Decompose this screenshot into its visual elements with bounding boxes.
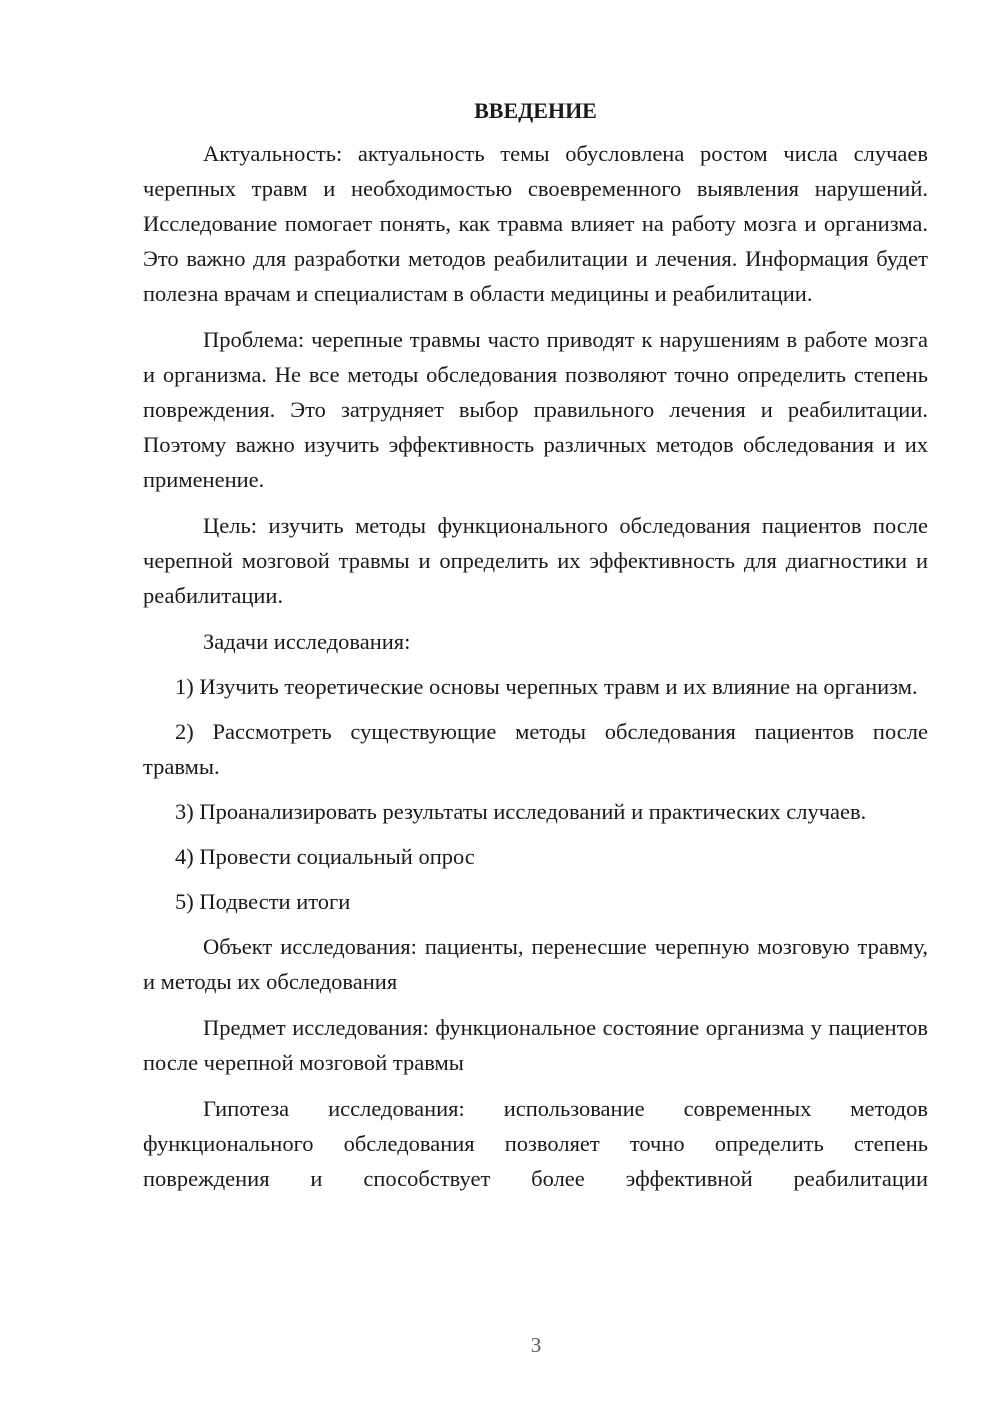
page-content <box>143 96 928 1207</box>
page-number: 3 <box>530 1333 542 1357</box>
paragraph-subject: Предмет исследования: функциональное состояние организма у пациентов после черепной мозговой травмы <box>143 1015 928 1075</box>
task-item: 3) Проанализировать результаты исследований и практических случаев. <box>175 799 867 824</box>
task-item: 1) Изучить теоретические основы черепных травм и их влияние на организм. <box>175 674 918 699</box>
paragraph-hypothesis: Гипотеза исследования: использование современных методов функционального обследования позволяет точно определить степень повреждения и способствует более эффективной реабилитации <box>143 1096 928 1191</box>
tasks-heading: Задачи исследования: <box>203 629 411 654</box>
page-title: ВВЕДЕНИЕ <box>474 98 597 123</box>
paragraph-object: Объект исследования: пациенты, перенесшие черепную мозговую травму, и методы их обследования <box>143 934 928 994</box>
task-item: 2) Рассмотреть существующие методы обследования пациентов после травмы. <box>143 719 928 779</box>
paragraph-goal: Цель: изучить методы функционального обследования пациентов после черепной мозговой травмы и определить их эффективность для диагностики и реабилитации. <box>143 513 928 608</box>
paragraph-problem: Проблема: черепные травмы часто приводят к нарушениям в работе мозга и организма. Не все методы обследования позволяют точно определить степень повреждения. Это затрудняет выбор правильного лечения и реабилитации. Поэтому важно изучить эффективность различных методов обследования и их применение. <box>143 327 928 492</box>
task-item: 5) Подвести итоги <box>175 889 351 914</box>
task-item: 4) Провести социальный опрос <box>175 844 475 869</box>
paragraph-relevance: Актуальность: актуальность темы обусловлена ростом числа случаев черепных травм и необходимостью своевременного выявления нарушений. Исследование помогает понять, как травма влияет на работу мозга и организма. Это важно для разработки методов реабилитации и лечения. Информация будет полезна врачам и специалистам в области медицины и реабилитации. <box>143 141 928 306</box>
